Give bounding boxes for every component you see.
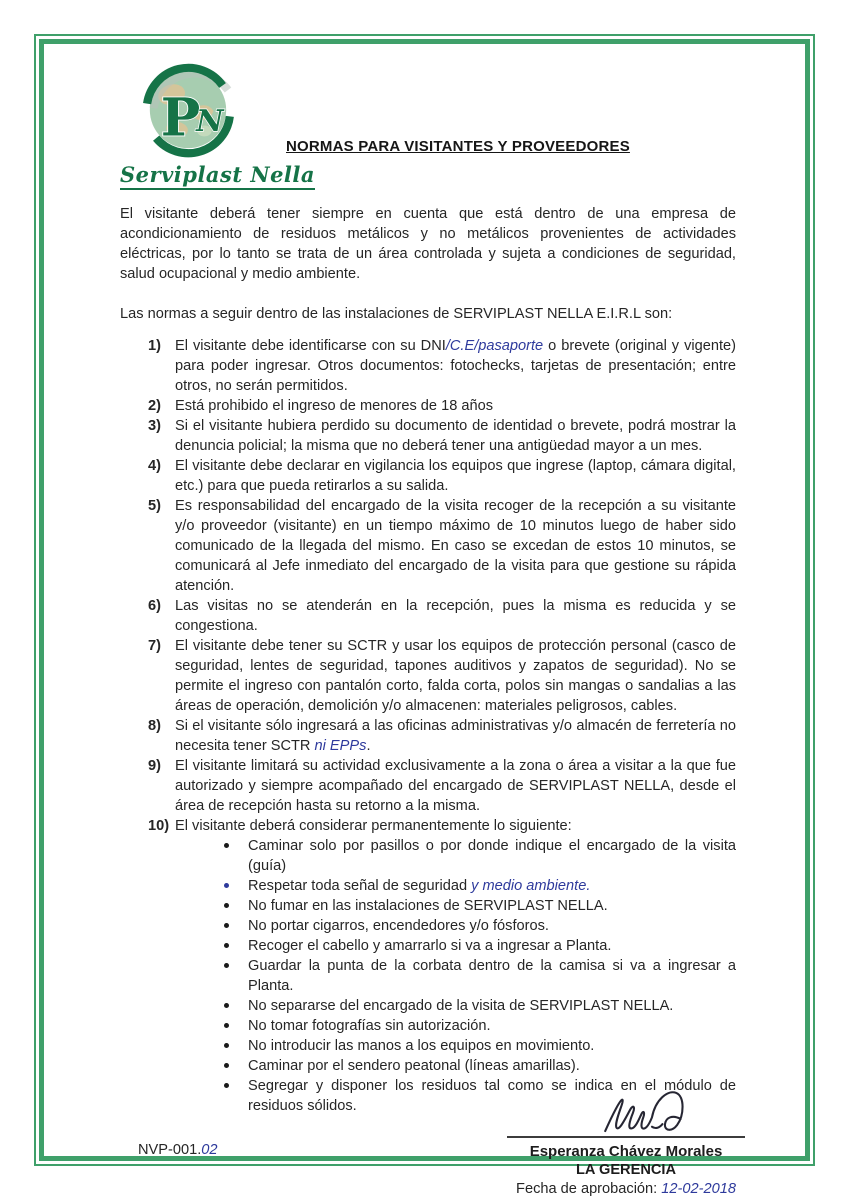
bullet-item [222,896,736,916]
rule-number: 9) [148,758,161,774]
bullet-marker-icon [222,1036,248,1056]
bullet-item [222,836,736,876]
bullet-text: Respetar toda señal de seguridad y medio ambiente. [248,878,591,894]
rule-number: 7) [148,638,161,654]
rule-item [148,416,736,456]
bullet-text: Guardar la punta de la corbata dentro de la camisa si va a ingresar a Planta. [248,958,736,994]
rule-text: Está prohibido el ingreso de menores de 18 años [175,398,494,414]
document-header [120,60,736,202]
rule-text: El visitante limitará su actividad exclusivamente a la zona o área a visitar a la que fue autorizado y siempre acompañado del encargado de SERVIPLAST NELLA, desde el área de recepción hasta su retorno a la misma. [175,758,736,814]
rule-number: 6) [148,598,161,614]
bullet-text: Segregar y disponer los residuos tal como se indica en el módulo de residuos sólidos. [248,1078,736,1114]
bullet-item [222,936,736,956]
rules-list [148,336,736,1116]
bullet-item [222,876,736,896]
page-title: NORMAS PARA VISITANTES Y PROVEEDORES [286,138,630,155]
bullet-text: No tomar fotografías sin autorización. [248,1018,491,1034]
rule-item [148,456,736,496]
bullet-item [222,956,736,996]
signature-block [507,1086,745,1197]
bullet-text: No portar cigarros, encendedores y/o fósforos. [248,918,549,934]
rule-item [148,496,736,596]
serviplast-logo-icon [124,60,252,160]
rule-number: 1) [148,338,161,354]
bullet-text: No introducir las manos a los equipos en movimiento. [248,1038,595,1054]
bullet-marker-icon [222,996,248,1016]
signer-title: LA GERENCIA [576,1162,676,1178]
doc-code: NVP-001.02 [138,1142,218,1158]
rule-text: El visitante debe tener su SCTR y usar los equipos de protección personal (casco de seguridad, lentes de seguridad, tapones auditivos y zapatos de seguridad). No se permite el ingreso con pantalón corto, falda corta, polos sin mangas o sandalias a las áreas de operación, demolición y/o almacenen: materiales peligrosos, cables. [175,638,736,714]
bullet-item [222,916,736,936]
bullet-item [222,1016,736,1036]
rule-number: 5) [148,498,161,514]
bullet-item [222,1056,736,1076]
rule-number: 2) [148,398,161,414]
document-footer [120,1086,736,1197]
bullet-marker-icon [222,936,248,956]
rule-number: 8) [148,718,161,734]
rule-sub-bullets [222,836,736,1116]
rule-item [148,636,736,716]
rule-text: Si el visitante hubiera perdido su documento de identidad o brevete, podrá mostrar la denuncia policial; la misma que no deberá tener una antigüedad mayor a un mes. [175,418,736,454]
bullet-item [222,1036,736,1056]
approval-date: Fecha de aprobación: 12-02-2018 [516,1181,736,1197]
rule-number: 4) [148,458,161,474]
bullet-marker-icon [222,1016,248,1036]
bullet-marker-icon [222,896,248,916]
rule-number: 3) [148,418,161,434]
rules-lead-in: Las normas a seguir dentro de las instalaciones de SERVIPLAST NELLA E.I.R.L son: [120,306,673,322]
rule-text: Si el visitante sólo ingresará a las oficinas administrativas y/o almacén de ferretería no necesita tener SCTR ni EPPs. [175,718,736,754]
bullet-text: Recoger el cabello y amarrarlo si va a ingresar a Planta. [248,938,612,954]
rule-item [148,596,736,636]
logo-letter-p: P [160,86,201,149]
logo-letter-n: N [196,103,224,139]
logo-company-name: Serviplast Nella [120,162,315,190]
bullet-text: Caminar solo por pasillos o por donde indique el encargado de la visita (guía) [248,838,736,874]
rule-text: El visitante debe identificarse con su DNI/C.E/pasaporte o brevete (original y vigente) para poder ingresar. Otros documentos: fotochecks, tarjetas de presentación; entre otros, no serán permitidos. [175,338,736,394]
bullet-text: Caminar por el sendero peatonal (líneas amarillas). [248,1058,580,1074]
rule-item [148,336,736,396]
rule-number: 10) [148,818,170,834]
bullet-marker-icon [222,1056,248,1076]
rule-text: El visitante debe declarar en vigilancia los equipos que ingrese (laptop, cámara digital, etc.) para que pueda retirarlos a su salida. [175,458,736,494]
signature-scribble [577,1086,727,1138]
bullet-text: No separarse del encargado de la visita de SERVIPLAST NELLA. [248,998,674,1014]
bullet-text: No fumar en las instalaciones de SERVIPLAST NELLA. [248,898,608,914]
rule-text: El visitante deberá considerar permanentemente lo siguiente: [175,818,572,834]
intro-paragraph: El visitante deberá tener siempre en cuenta que está dentro de una empresa de acondicionamiento de residuos metálicos y no metálicos provenientes de actividades eléctricas, por lo tanto se trata de un área controlada y sujeta a condiciones de seguridad, salud ocupacional y medio ambiente. [120,206,736,282]
rule-text: Las visitas no se atenderán en la recepción, pues la misma es reducida y se congestiona. [175,598,736,634]
rule-item [148,716,736,756]
bullet-item [222,996,736,1016]
bullet-marker-icon [222,956,248,996]
rule-text: Es responsabilidad del encargado de la visita recoger de la recepción a su visitante y/o proveedor (visitante) en un tiempo máximo de 10 minutos luego de haber sido comunicado de la llegada del mismo. En caso se excedan de estos 10 minutos, se comunicará al Jefe inmediato del encargado de la visita para que gestione su rápida atención. [175,498,736,594]
rule-item [148,816,736,836]
bullet-marker-icon [222,916,248,936]
signature-line [507,1136,745,1138]
rule-item [148,756,736,816]
company-logo [120,60,315,190]
rule-item [148,396,736,416]
signer-name: Esperanza Chávez Morales [529,1143,723,1160]
bullet-marker-icon [222,876,248,896]
bullet-marker-icon [222,836,248,876]
